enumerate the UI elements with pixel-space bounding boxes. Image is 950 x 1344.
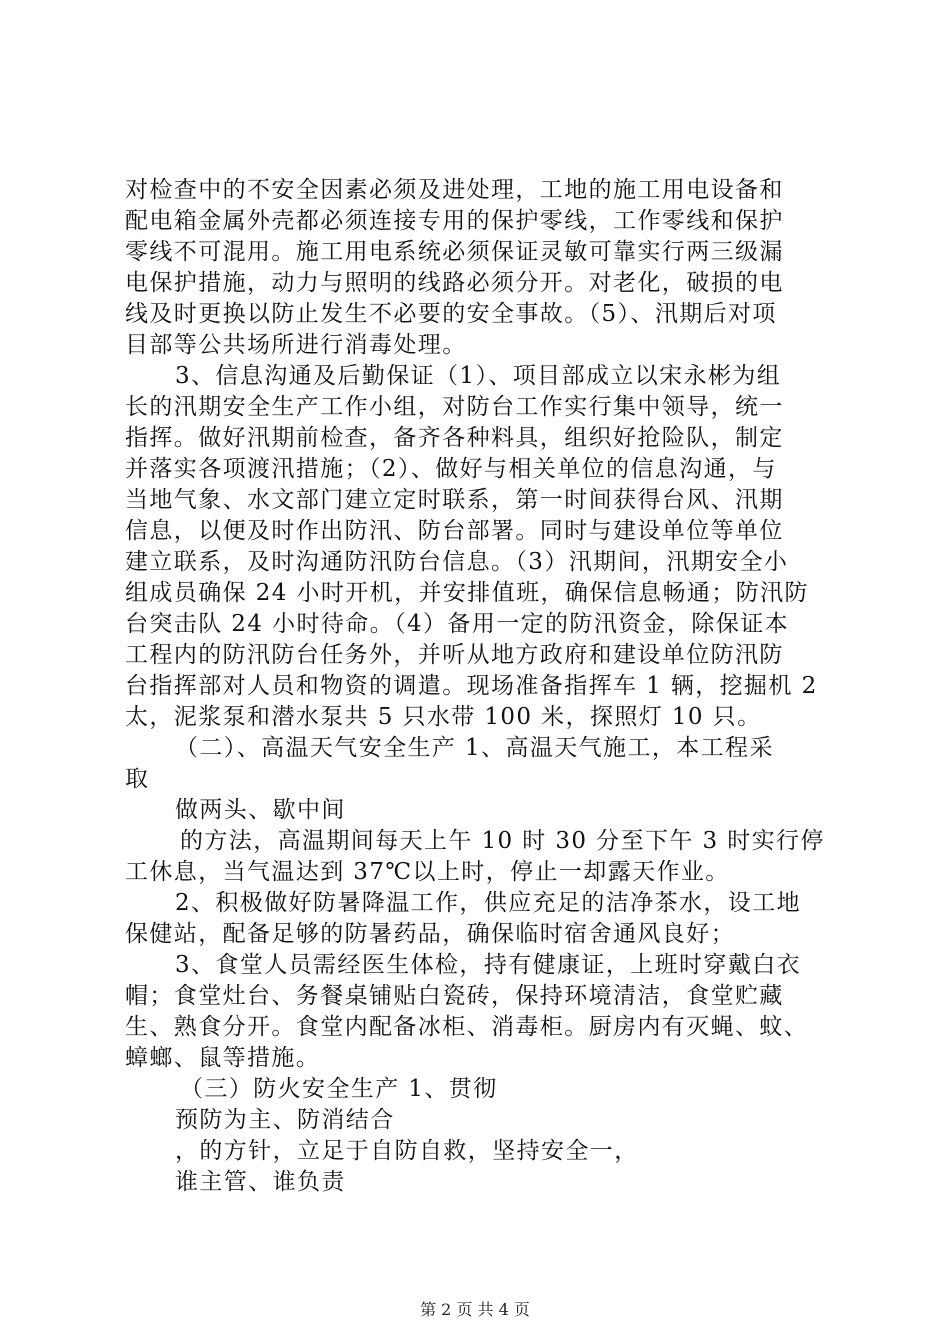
text-line: 目部等公共场所进行消毒处理。	[125, 332, 467, 358]
text-line: 太，泥浆泵和潜水泵共 5 只水带 100 米，探照灯 10 只。	[125, 704, 762, 730]
text-line: 蟑螂、鼠等措施。	[125, 1045, 321, 1071]
text-line: 的方法，高温期间每天上午 10 时 30 分至下午 3 时实行停	[180, 828, 825, 854]
text-line: 保健站，配备足够的防暑药品，确保临时宿舍通风良好；	[125, 921, 735, 947]
page-number-footer: 第 2 页 共 4 页	[420, 1300, 530, 1319]
text-line: 指挥。做好汛期前检查，备齐各种料具，组织好抢险队，制定	[125, 425, 784, 451]
text-line: 生、熟食分开。食堂内配备冰柜、消毒柜。厨房内有灭蝇、蚊、	[125, 1014, 809, 1040]
text-line: 对检查中的不安全因素必须及进处理，工地的施工用电设备和	[125, 177, 784, 203]
text-line: 3、信息沟通及后勤保证（1）、项目部成立以宋永彬为组	[175, 363, 782, 389]
text-line: 3、食堂人员需经医生体检，持有健康证，上班时穿戴白衣	[175, 952, 802, 978]
text-line: 信息，以便及时作出防汛、防台部署。同时与建设单位等单位	[125, 518, 784, 544]
text-line: （三）防火安全生产 1、贯彻	[180, 1076, 498, 1102]
text-line: 预防为主、防消结合	[175, 1107, 395, 1133]
text-line: 当地气象、水文部门建立定时联系，第一时间获得台风、汛期	[125, 487, 784, 513]
text-line: 并落实各项渡汛措施；（2）、做好与相关单位的信息沟通，与	[125, 456, 777, 482]
text-line: 工程内的防汛防台任务外，并听从地方政府和建设单位防汛防	[125, 642, 784, 668]
text-line: 零线不可混用。施工用电系统必须保证灵敏可靠实行两三级漏	[125, 239, 784, 265]
text-line: 长的汛期安全生产工作小组，对防台工作实行集中领导，统一	[125, 394, 784, 420]
text-line: 配电箱金属外壳都必须连接专用的保护零线，工作零线和保护	[125, 208, 784, 234]
text-line: 电保护措施，动力与照明的线路必须分开。对老化，破损的电	[125, 270, 784, 296]
text-line: 工休息，当气温达到 37℃以上时，停止一却露天作业。	[125, 859, 730, 885]
text-line: 台指挥部对人员和物资的调遣。现场准备指挥车 1 辆，挖掘机 2	[125, 673, 818, 699]
text-line: 帽；食堂灶台、务餐桌铺贴白瓷砖，保持环境清洁，食堂贮藏	[125, 983, 784, 1009]
text-line: 建立联系，及时沟通防汛防台信息。（3）汛期间，汛期安全小	[125, 549, 789, 575]
text-line: 线及时更换以防止发生不必要的安全事故。（5）、汛期后对项	[125, 301, 777, 327]
text-line: 台突击队 24 小时待命。（4）备用一定的防汛资金，除保证本	[125, 611, 790, 637]
text-line: 2、积极做好防暑降温工作，供应充足的洁净茶水，设工地	[175, 890, 802, 916]
text-line: 组成员确保 24 小时开机，并安排值班，确保信息畅通；防汛防	[125, 580, 809, 606]
text-line: 谁主管、谁负责	[175, 1169, 346, 1195]
text-line: 做两头、歇中间	[175, 797, 346, 823]
text-line: ，的方针，立足于自防自救，坚持安全一，	[175, 1138, 639, 1164]
text-line: 取	[125, 766, 150, 792]
text-line: （二）、高温天气安全生产 1、高温天气施工，本工程采	[175, 735, 774, 761]
